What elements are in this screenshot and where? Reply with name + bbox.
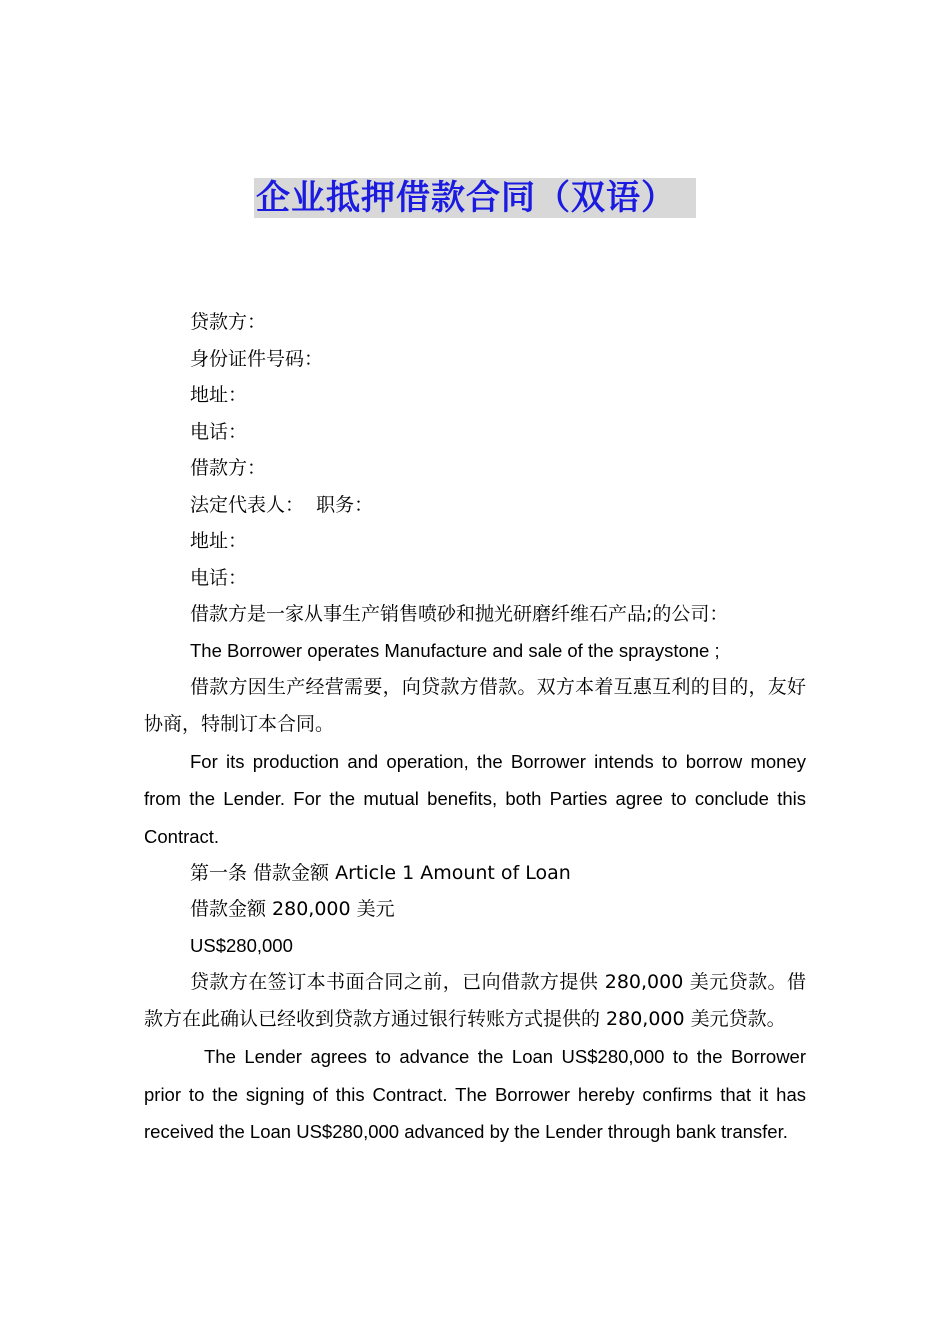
lender-phone-line: 电话：	[190, 420, 248, 443]
borrower-phone-line: 电话：	[190, 566, 248, 589]
borrower-line: 借款方：	[190, 457, 267, 479]
borrower-business-en: The Borrower operates Manufacture and sale of the spraystone ;	[190, 639, 720, 661]
document-title: 企业抵押借款合同（双语）	[254, 178, 696, 218]
lender-address-line: 地址：	[190, 384, 248, 406]
loan-amount-en: US$280,000	[190, 934, 293, 956]
id-number-line: 身份证件号码：	[190, 347, 324, 370]
legal-representative-line: 法定代表人： 职务：	[190, 493, 374, 516]
lender-line: 贷款方：	[190, 311, 267, 333]
borrower-business-cn: 借款方是一家从事生产销售喷砂和抛光研磨纤维石产品;的公司：	[190, 603, 729, 625]
advance-paragraph-cn: 贷款方在签订本书面合同之前，已向借款方提供 280,000 美元贷款。借款方在此确认已经收到贷款方通过银行转账方式提供的 280,000 美元贷款。	[144, 971, 806, 1031]
article-1-heading: 第一条 借款金额 Article 1 Amount of Loan	[190, 861, 571, 884]
borrower-address-line: 地址：	[190, 530, 248, 552]
loan-amount-cn: 借款金额 280,000 美元	[190, 898, 395, 921]
purpose-paragraph-cn: 借款方因生产经营需要，向贷款方借款。双方本着互惠互利的目的，友好协商，特制订本合同。	[144, 676, 806, 735]
document-body	[144, 304, 806, 1150]
advance-paragraph-en: The Lender agrees to advance the Loan US$280,000 to the Borrower prior to the signing of this Contract. The Borrower hereby confirms that it has received the Loan US$280,000 advanced by the Lender through bank transfer.	[144, 1046, 806, 1142]
purpose-paragraph-en: For its production and operation, the Borrower intends to borrow money from the Lender. For the mutual benefits, both Parties agree to conclude this Contract.	[144, 751, 806, 847]
title-container	[0, 178, 950, 218]
